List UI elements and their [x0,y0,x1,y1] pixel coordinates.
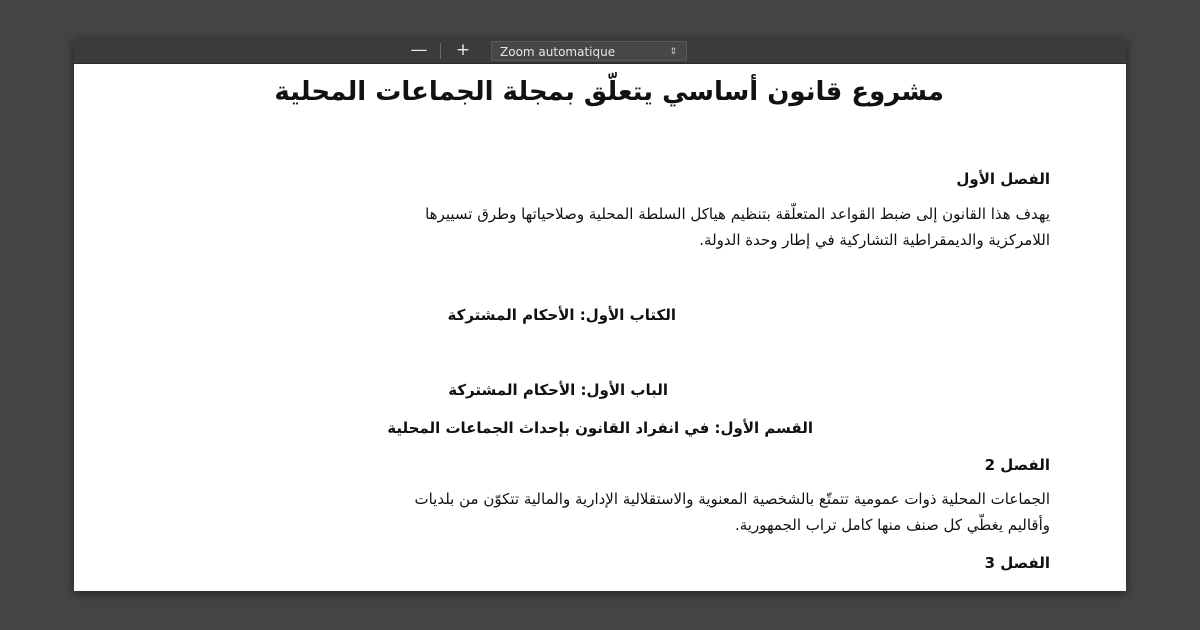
chapter-2-line-1: الجماعات المحلية ذوات عمومية تتمتّع بالشخصية المعنوية والاستقلالية الإدارية والمالية تتكوّن من بلديات [414,490,1050,508]
chapter-1-heading: الفصل الأول [956,170,1050,188]
part-1-heading: الباب الأول: الأحكام المشتركة [448,381,668,399]
section-1-heading: القسم الأول: في انفراد القانون بإحداث الجماعات المحلية [387,419,813,437]
document-title: مشروع قانون أساسي يتعلّق بمجلة الجماعات المحلية [274,77,944,107]
chapter-3-heading: الفصل 3 [984,554,1050,572]
document-page [74,64,1126,591]
chapter-1-line-1: يهدف هذا القانون إلى ضبط القواعد المتعلّقة بتنظيم هياكل السلطة المحلية وصلاحياتها وطرق تسييرها [425,205,1050,223]
chevron-updown-icon: ⇕ [669,47,677,57]
pdf-viewer [74,39,1126,591]
chapter-1-line-2: اللامركزية والديمقراطية التشاركية في إطار وحدة الدولة. [699,231,1050,249]
zoom-out-button[interactable]: — [410,40,428,60]
zoom-select-value: Zoom automatique [500,45,616,59]
toolbar-separator [440,43,441,59]
chapter-2-heading: الفصل 2 [984,456,1050,474]
chapter-2-line-2: وأقاليم يغطّي كل صنف منها كامل تراب الجمهورية. [735,516,1050,534]
viewer-toolbar [74,39,1126,64]
book-1-heading: الكتاب الأول: الأحكام المشتركة [447,306,676,324]
zoom-in-button[interactable]: + [455,40,471,60]
zoom-select[interactable] [491,41,687,61]
